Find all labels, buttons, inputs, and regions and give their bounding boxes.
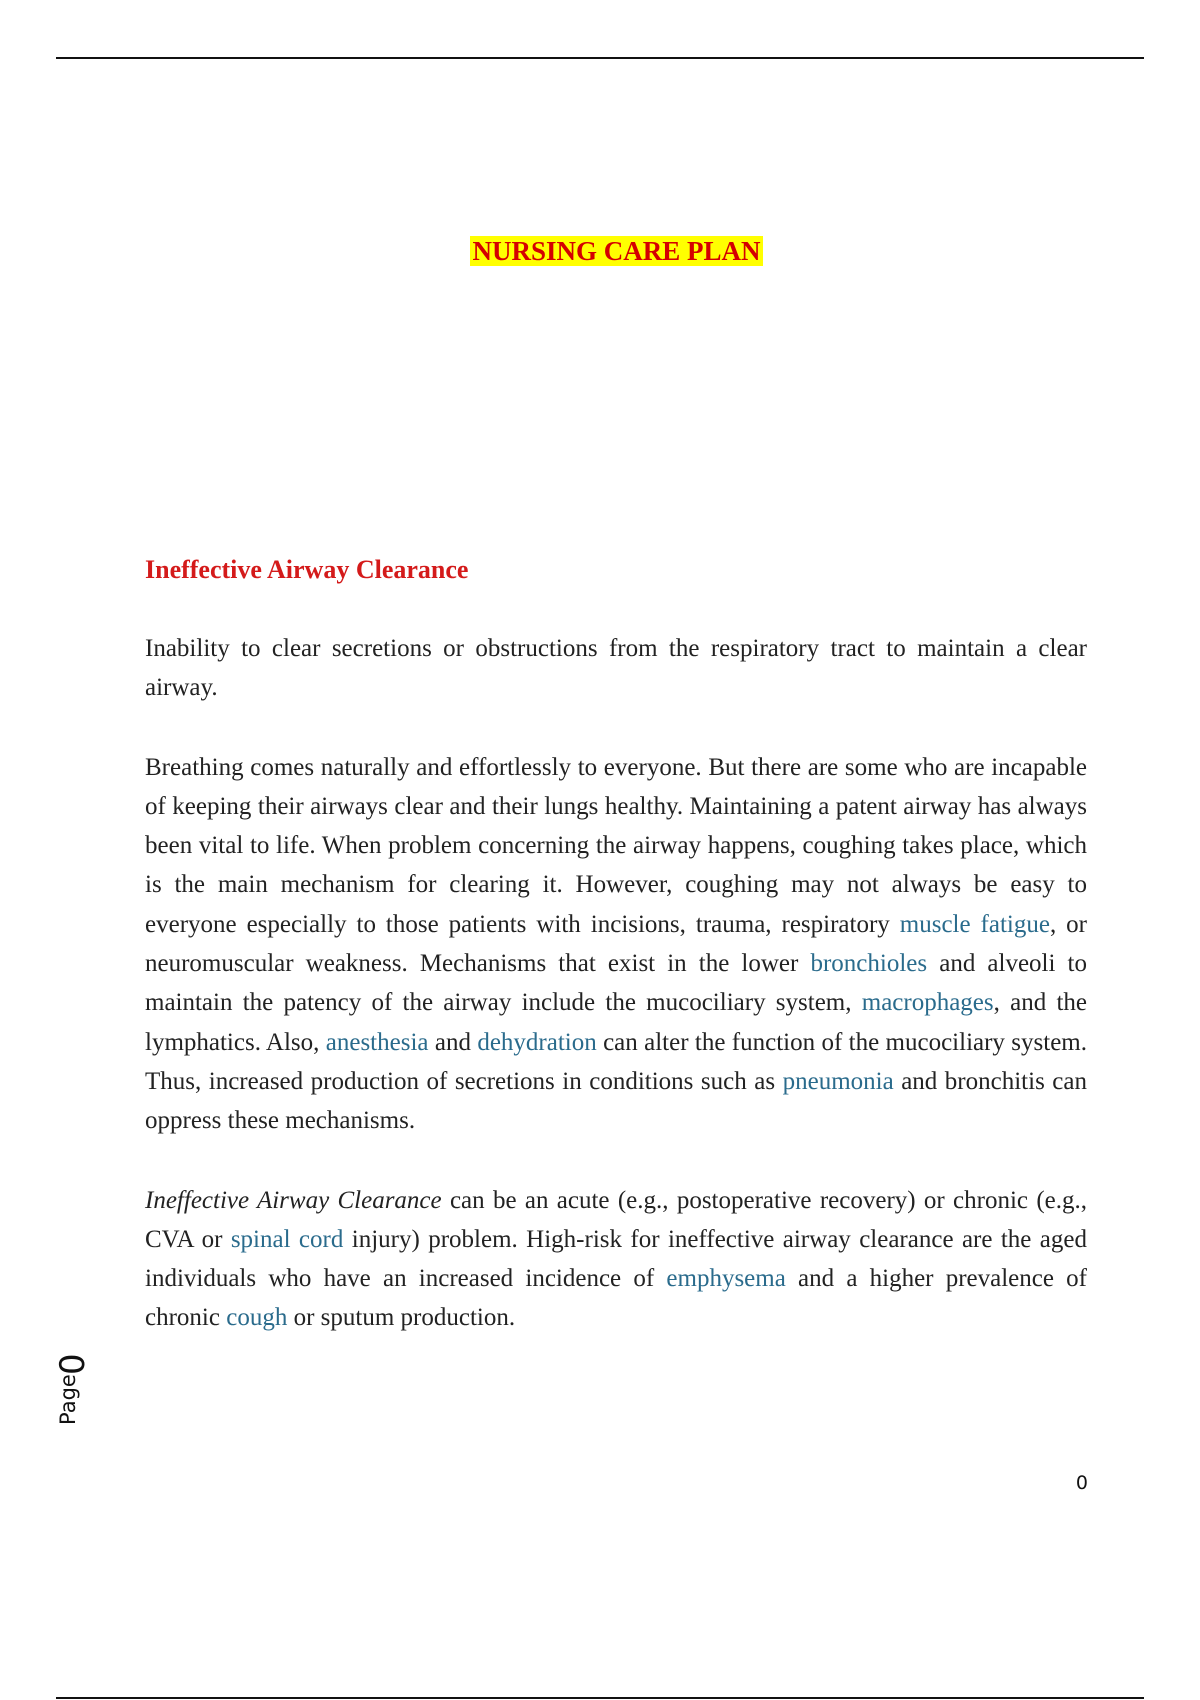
- link-spinal-cord[interactable]: spinal cord: [230, 1225, 344, 1253]
- text-run: and bronchitis can oppress these mechanisms.: [145, 1067, 1087, 1135]
- text-run: Breathing comes naturally and effortlessly to everyone. But there are some who are incapable of keeping their airways clear and their lungs healthy. Maintaining a patent airway has always been vital to life. When problem concerning the airway happens, coughing takes place, which is the main mechanism for clearing it. However, coughing may not always be easy to everyone especially to those patients with incisions, trauma, respiratory: [145, 753, 1087, 938]
- footer-page-number: 0: [1075, 1472, 1088, 1494]
- definition-paragraph: Inability to clear secretions or obstructions from the respiratory tract to maintain a clear airway.: [145, 635, 1087, 702]
- footer-rule: [56, 1697, 1144, 1699]
- text-run: , and the lymphatics. Also,: [145, 989, 1088, 1056]
- link-dehydration[interactable]: dehydration: [477, 1028, 597, 1056]
- text-run: injury) problem. High-risk for ineffective airway clearance are the aged individuals who have an increased incidence of: [145, 1225, 1087, 1293]
- link-pneumonia[interactable]: pneumonia: [782, 1067, 894, 1095]
- text-run: or sputum production.: [287, 1304, 516, 1332]
- link-emphysema[interactable]: emphysema: [666, 1265, 786, 1293]
- side-page-word: Page: [56, 1374, 80, 1425]
- header-rule: [56, 57, 1144, 59]
- document-body: [145, 550, 1087, 1338]
- link-bronchioles[interactable]: bronchioles: [810, 950, 928, 978]
- text-run: can alter the function of the mucociliary system. Thus, increased production of secretions in conditions such as: [145, 1028, 1087, 1095]
- title-highlight: NURSING CARE PLAN: [472, 236, 761, 266]
- text-run: can be an acute (e.g., postoperative recovery) or chronic (e.g., CVA or: [145, 1186, 1087, 1253]
- link-muscle-fatigue[interactable]: muscle fatigue: [899, 910, 1050, 938]
- document-title: [0, 234, 1200, 268]
- link-cough[interactable]: cough: [226, 1304, 288, 1332]
- side-page-number: 0: [53, 1353, 93, 1375]
- text-run: and a higher prevalence of chronic: [145, 1265, 1088, 1332]
- side-page-label: [53, 1345, 93, 1445]
- risk-paragraph: [145, 1181, 1087, 1338]
- text-run: and alveoli to maintain the patency of the airway include the mucociliary system,: [145, 950, 1088, 1017]
- explanation-paragraph: [145, 748, 1087, 1141]
- italic-term: Ineffective Airway Clearance: [145, 1186, 442, 1214]
- text-run: , or neuromuscular weakness. Mechanisms that exist in the lower: [145, 910, 1087, 978]
- section-heading: Ineffective Airway Clearance: [145, 555, 469, 584]
- text-run: and: [428, 1028, 478, 1056]
- link-anesthesia[interactable]: anesthesia: [325, 1028, 429, 1056]
- link-macrophages[interactable]: macrophages: [861, 989, 994, 1017]
